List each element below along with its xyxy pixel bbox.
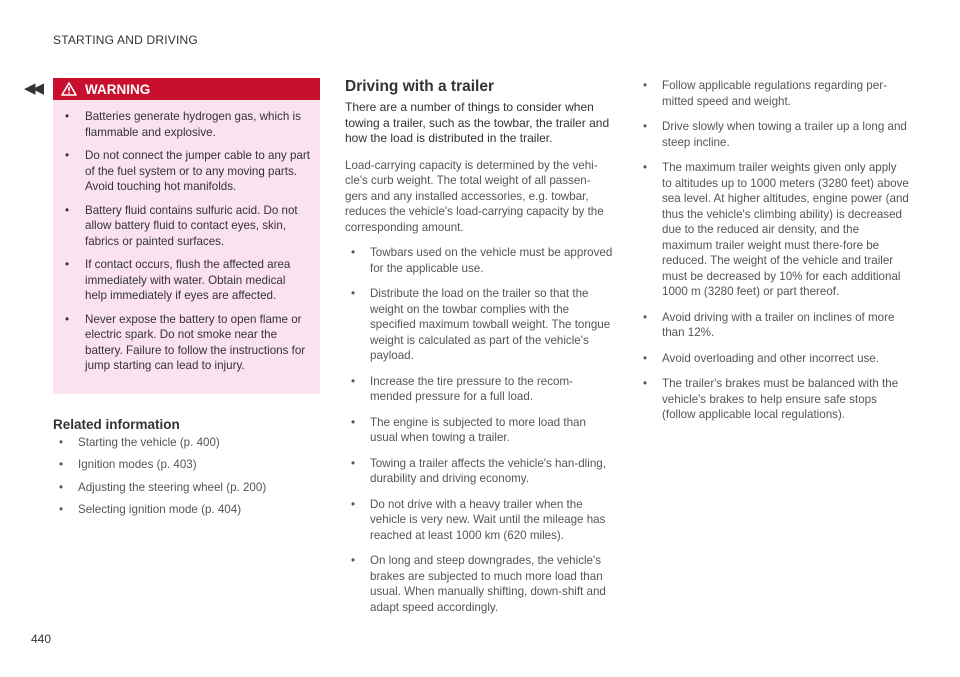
list-item-text: Distribute the load on the trailer so that the weight on the towbar complies with the specified maximum towball weight. The tongue weight is calculated as part of the vehicle's payload. [370, 287, 611, 362]
list-item-text: Towing a trailer affects the vehicle's han-dling, durability and driving economy. [370, 456, 606, 485]
list-item-text: The maximum trailer weights given only apply to altitudes up to 1000 meters (3280 feet) above sea level. At higher altitudes, engine power (and thus the vehicle's climbing ability) is decreased due to the reduced air density, and the maximum trailer weight must there-fore be reduced. The weight of the vehicle and trailer must be decreased by 10% for each additional 1000 m (3280 feet) or part thereof. [662, 161, 909, 298]
related-link[interactable] [53, 480, 320, 496]
bullet: • [351, 456, 356, 470]
list-item [637, 119, 909, 150]
bullet: • [59, 458, 64, 471]
bullet: • [59, 503, 64, 516]
list-item-text: Drive slowly when towing a trailer up a long and steep incline. [662, 120, 907, 149]
list-item [637, 351, 909, 367]
list-item [63, 148, 310, 195]
related-information-title: Related information [53, 416, 180, 432]
related-link-text[interactable]: Starting the vehicle (p. 400) [78, 435, 220, 449]
list-item [63, 312, 310, 374]
bullet: • [643, 351, 648, 365]
list-item-text: On long and steep downgrades, the vehicle's brakes are subjected to much more load than usual. When manually shifting, down-shift and adapt speed accordingly. [370, 554, 606, 614]
page-number: 440 [31, 632, 52, 646]
bullet: • [351, 287, 356, 300]
section-title: Driving with a trailer [345, 78, 495, 95]
list-item [637, 78, 909, 109]
section-body: Load-carrying capacity is determined by the vehi-cle's curb weight. The total weight of all passen-gers and any installed accessories, e.g. towbar, reduces the vehicle's load-carrying capacity by the corresponding amount. [345, 158, 604, 234]
list-item [637, 376, 909, 423]
warning-triangle-icon [61, 82, 77, 96]
warning-header [53, 78, 320, 100]
bullet: • [351, 497, 356, 511]
bullet: • [351, 415, 356, 429]
list-item-text: Battery fluid contains sulfuric acid. Do not allow battery fluid to contact eyes, skin, fabrics or painted surfaces. [85, 203, 298, 248]
warning-list [53, 100, 320, 374]
bullet: • [65, 312, 70, 326]
bullet: • [351, 554, 356, 567]
bullet: • [59, 435, 64, 449]
warning-title: WARNING [85, 81, 151, 97]
list-item-text: Towbars used on the vehicle must be approved for the applicable use. [370, 246, 613, 275]
middle-column [345, 78, 613, 625]
list-item [345, 553, 613, 615]
list-item [345, 286, 613, 364]
list-item-text: Do not connect the jumper cable to any part of the fuel system or to any moving parts. Avoid touching hot manifolds. [85, 149, 310, 193]
trailer-tips-list [345, 245, 613, 615]
list-item [637, 310, 909, 341]
bullet: • [65, 110, 70, 123]
list-item-text: Batteries generate hydrogen gas, which is flammable and explosive. [85, 110, 301, 139]
list-item [345, 456, 613, 487]
section-intro: There are a number of things to consider when towing a trailer, such as the towbar, the trailer and how the load is distributed in the trailer. [345, 100, 610, 145]
bullet: • [351, 374, 356, 388]
list-item [345, 374, 613, 405]
list-item [63, 109, 310, 140]
bullet: • [643, 310, 648, 324]
trailer-tips-list-continued [637, 78, 909, 423]
list-item [345, 415, 613, 446]
bullet: • [643, 377, 648, 390]
bullet: • [643, 120, 648, 133]
related-link-text[interactable]: Selecting ignition mode (p. 404) [78, 503, 242, 516]
list-item-text: The engine is subjected to more load than usual when towing a trailer. [370, 415, 586, 444]
list-item-text: The trailer's brakes must be balanced with the vehicle's brakes to help ensure safe stops (follow applicable local regulations). [662, 377, 899, 421]
bullet: • [65, 149, 70, 162]
list-item [345, 497, 613, 544]
warning-box [53, 78, 320, 394]
bullet: • [59, 480, 64, 494]
bullet: • [643, 161, 648, 174]
bullet: • [65, 203, 70, 217]
bullet: • [65, 258, 70, 271]
related-link[interactable] [53, 457, 320, 473]
list-item-text: Never expose the battery to open flame or electric spark. Do not smoke near the battery. Failure to follow the instructions for jump starting can lead to injury. [85, 312, 306, 372]
page-header: STARTING AND DRIVING [53, 33, 198, 47]
bullet: • [351, 246, 356, 259]
related-link[interactable] [53, 502, 320, 518]
related-link-text[interactable]: Ignition modes (p. 403) [78, 458, 197, 471]
related-information-list [53, 435, 320, 518]
list-item [637, 160, 909, 300]
right-column [637, 78, 909, 433]
list-item-text: Avoid overloading and other incorrect use. [662, 351, 879, 365]
list-item [345, 245, 613, 276]
left-column [53, 78, 320, 525]
related-link-text[interactable]: Adjusting the steering wheel (p. 200) [78, 480, 267, 494]
list-item-text: If contact occurs, flush the affected area immediately with water. Obtain medical help immediately if eyes are affected. [85, 258, 291, 302]
back-chevrons-icon[interactable]: ◀◀ [24, 80, 42, 97]
list-item-text: Increase the tire pressure to the recom-mended pressure for a full load. [370, 374, 573, 403]
bullet: • [643, 79, 648, 92]
list-item-text: Do not drive with a heavy trailer when the vehicle is very new. Wait until the mileage has reached at least 1000 km (620 miles). [370, 497, 606, 542]
related-link[interactable] [53, 435, 320, 451]
list-item-text: Avoid driving with a trailer on inclines of more than 12%. [662, 310, 895, 339]
list-item [63, 203, 310, 250]
list-item [63, 257, 310, 304]
list-item-text: Follow applicable regulations regarding per-mitted speed and weight. [662, 79, 887, 108]
